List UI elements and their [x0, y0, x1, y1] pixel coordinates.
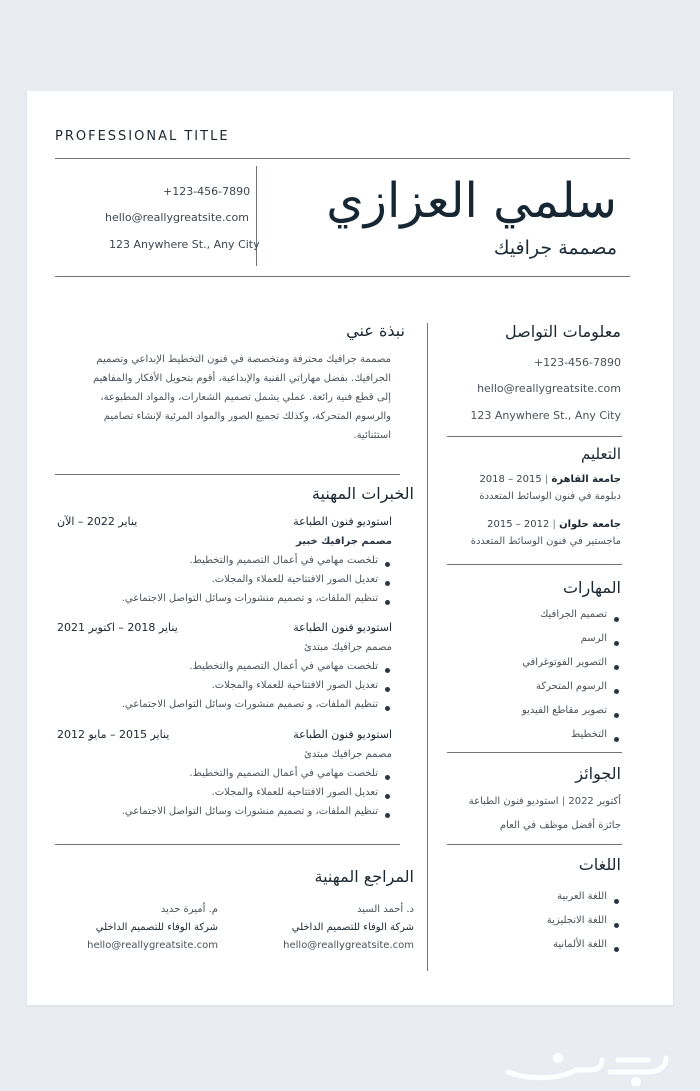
skill-item: تصوير مقاطع الفيديو — [461, 703, 621, 727]
contact-phone: +123-456-7890 — [533, 356, 621, 369]
job-bullets — [57, 554, 392, 611]
about-text — [46, 350, 391, 445]
skills-list — [461, 607, 621, 751]
awards-heading: الجوائز — [575, 764, 621, 783]
header-bottom-divider — [55, 276, 630, 277]
language-item: اللغة الألمانية — [461, 937, 621, 961]
references-heading: المراجع المهنية — [314, 867, 414, 886]
about-line: مصممة جرافيك محترفة ومتخصصة في فنون التخطيط الإبداعي وتصميم — [96, 354, 391, 365]
contact-email: hello@reallygreatsite.com — [477, 382, 621, 395]
contact-heading: معلومات التواصل — [504, 322, 621, 341]
job-bullet: تلخصت مهامي في أعمال التصميم والتخطيط. — [57, 767, 392, 786]
header-email: hello@reallygreatsite.com — [105, 211, 249, 224]
job-title: مصمم جرافيك مبتدئ — [304, 749, 392, 760]
language-item: اللغة العربية — [461, 889, 621, 913]
header-top-divider — [55, 158, 630, 159]
job-dates: يناير 2022 – الآن — [57, 515, 138, 528]
reference-1 — [254, 901, 414, 955]
experience-heading: الخبرات المهنية — [311, 484, 414, 503]
watermark-logo-icon — [498, 1046, 688, 1086]
reference-company: شركة الوفاء للتصميم الداخلي — [291, 922, 414, 933]
job-bullet: تلخصت مهامي في أعمال التصميم والتخطيط. — [57, 554, 392, 573]
award-name: جائزة أفضل موظف في العام — [499, 820, 621, 831]
header-phone: +123-456-7890 — [163, 185, 251, 198]
education-degree: دبلومة في فنون الوسائط المتعددة — [479, 491, 621, 502]
skill-item: التخطيط — [461, 727, 621, 751]
header-address: 123 Anywhere St., Any City — [109, 238, 260, 251]
reference-email: hello@reallygreatsite.com — [87, 940, 218, 951]
education-years: 2012 – 2015 — [487, 519, 550, 530]
job-dates: يناير 2015 – مايو 2012 — [57, 728, 170, 741]
language-item: اللغة الانجليزية — [461, 913, 621, 937]
job-bullets — [57, 660, 392, 717]
job-company: استوديو فنون الطباعة — [293, 728, 392, 741]
reference-name: د. أحمد السيد — [357, 904, 414, 915]
awards-divider — [447, 844, 622, 845]
education-degree: ماجستير في فنون الوسائط المتعددة — [470, 536, 621, 547]
education-years: 2015 – 2018 — [479, 474, 542, 485]
skills-divider — [447, 752, 622, 753]
resume-page — [27, 91, 673, 1005]
candidate-name: سلمي العزازي — [326, 173, 617, 229]
skill-item: تصميم الجرافيك — [461, 607, 621, 631]
reference-email: hello@reallygreatsite.com — [283, 940, 414, 951]
job-1 — [57, 515, 392, 611]
education-divider — [447, 564, 622, 565]
job-3 — [57, 728, 392, 824]
reference-2 — [58, 901, 218, 955]
education-item-2: جامعة حلوان | 2012 – 2015 ماجستير في فنون الوسائط المتعددة — [421, 519, 621, 547]
skill-item: الرسم — [461, 631, 621, 655]
watermark-logo — [498, 1046, 688, 1086]
award-line: أكتوبر 2022 | استوديو فنون الطباعة — [468, 796, 621, 807]
about-line: والرسوم المتحركة، وكذلك تجميع الصور والمواد المرئية لإنشاء تصاميم — [103, 411, 391, 422]
about-line: استثنائية. — [353, 430, 391, 441]
languages-heading: اللغات — [578, 855, 621, 874]
job-bullet: تنظيم الملفات، و تصميم منشورات وسائل التواصل الاجتماعي. — [57, 592, 392, 611]
professional-title: PROFESSIONAL TITLE — [55, 129, 230, 144]
job-bullet: تعديل الصور الافتتاحية للعملاء والمجلات. — [57, 679, 392, 698]
education-heading: التعليم — [581, 445, 621, 463]
header-vertical-divider — [256, 166, 257, 266]
experience-divider — [55, 844, 400, 845]
languages-list — [461, 889, 621, 961]
job-bullet: تنظيم الملفات، و تصميم منشورات وسائل التواصل الاجتماعي. — [57, 698, 392, 717]
job-bullet: تنظيم الملفات، و تصميم منشورات وسائل التواصل الاجتماعي. — [57, 805, 392, 824]
education-school: جامعة القاهرة — [551, 474, 621, 485]
job-bullet: تلخصت مهامي في أعمال التصميم والتخطيط. — [57, 660, 392, 679]
job-dates: يناير 2018 – اكتوبر 2021 — [57, 621, 178, 634]
about-divider — [55, 474, 400, 475]
skill-item: التصوير الفوتوغرافي — [461, 655, 621, 679]
job-bullet: تعديل الصور الافتتاحية للعملاء والمجلات. — [57, 786, 392, 805]
job-2 — [57, 621, 392, 717]
education-item-1: جامعة القاهرة | 2015 – 2018 دبلومة في فنون الوسائط المتعددة — [421, 474, 621, 502]
job-company: استوديو فنون الطباعة — [293, 515, 392, 528]
reference-name: م. أميرة حديد — [160, 904, 218, 915]
column-divider — [427, 323, 428, 971]
candidate-role: مصممة جرافيك — [493, 237, 617, 259]
contact-address: 123 Anywhere St., Any City — [470, 409, 621, 422]
about-line: الجرافيك. بفضل مهاراتي الفنية والإبداعية، أقوم بتحويل الأفكار والمفاهيم — [92, 373, 391, 384]
job-bullets — [57, 767, 392, 824]
contact-divider — [447, 436, 622, 437]
job-title: مصمم جرافيك مبتدئ — [304, 642, 392, 653]
about-line: إلى قطع فنية رائعة. عملي يشمل تصميم الشعارات، والمواد المطبوعة، — [100, 392, 391, 403]
award-date: أكتوبر 2022 — [568, 796, 621, 807]
education-school: جامعة حلوان — [559, 519, 621, 530]
job-title: مصمم جرافيك خبير — [296, 536, 392, 547]
about-heading: نبذة عني — [346, 321, 405, 340]
skills-heading: المهارات — [562, 578, 621, 597]
job-company: استوديو فنون الطباعة — [293, 621, 392, 634]
skill-item: الرسوم المتحركة — [461, 679, 621, 703]
job-bullet: تعديل الصور الافتتاحية للعملاء والمجلات. — [57, 573, 392, 592]
reference-company: شركة الوفاء للتصميم الداخلي — [95, 922, 218, 933]
award-org: استوديو فنون الطباعة — [468, 796, 559, 807]
